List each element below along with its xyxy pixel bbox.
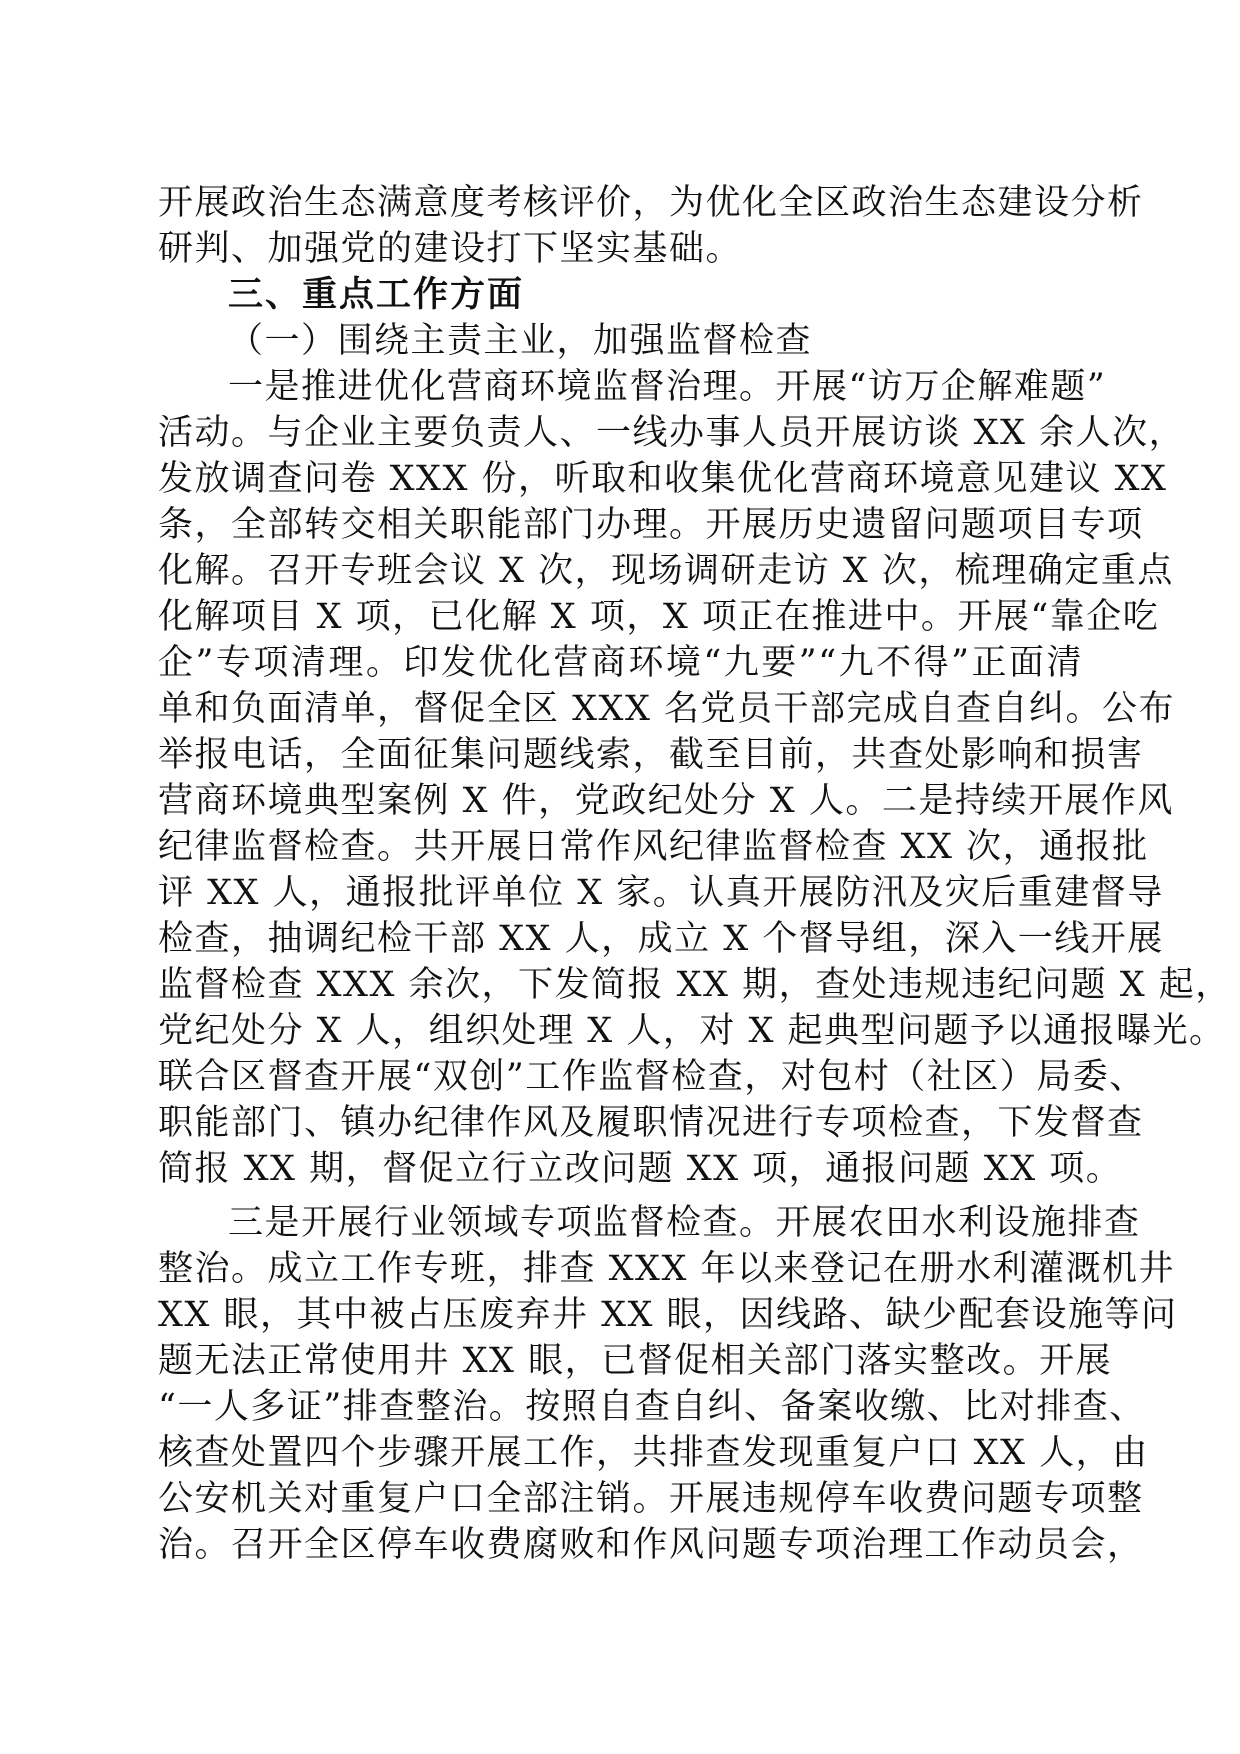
section-heading: 三、重点工作方面: [228, 275, 525, 315]
text-line: 公安机关对重复户口全部注销。开展违规停车收费问题专项整: [158, 1479, 1144, 1519]
text-line: 整治。成立工作专班，排查 XXX 年以来登记在册水利灌溉机井: [158, 1249, 1176, 1289]
text-line: XX 眼，其中被占压废弃井 XX 眼，因线路、缺少配套设施等问: [158, 1295, 1178, 1335]
text-line: 研判、加强党的建设打下坚实基础。: [158, 229, 743, 269]
text-line: 联合区督查开展“双创”工作监督检查，对包村（社区）局委、: [158, 1057, 1146, 1097]
text-line: 化解。召开专班会议 X 次，现场调研走访 X 次，梳理确定重点: [158, 551, 1174, 591]
text-line: 企”专项清理。印发优化营商环境“九要”“九不得”正面清: [158, 643, 1083, 683]
text-line: 活动。与企业主要负责人、一线办事人员开展访谈 XX 余人次，: [158, 413, 1186, 453]
text-line: 治。召开全区停车收费腐败和作风问题专项治理工作动员会，: [158, 1525, 1144, 1565]
text-line: 化解项目 X 项，已化解 X 项，X 项正在推进中。开展“靠企吃: [158, 597, 1160, 637]
text-line: 三是开展行业领域专项监督检查。开展农田水利设施排查: [228, 1203, 1141, 1243]
text-line: 营商环境典型案例 X 件，党政纪处分 X 人。二是持续开展作风: [158, 781, 1174, 821]
subsection-heading: （一）围绕主责主业，加强监督检查: [228, 321, 813, 361]
text-line: 核查处置四个步骤开展工作，共排查发现重复户口 XX 人，由: [158, 1433, 1149, 1473]
text-line: 职能部门、镇办纪律作风及履职情况进行专项检查，下发督查: [158, 1103, 1144, 1143]
text-line: 简报 XX 期，督促立行立改问题 XX 项，通报问题 XX 项。: [158, 1149, 1123, 1189]
text-line: 题无法正常使用井 XX 眼，已督促相关部门落实整改。开展: [158, 1341, 1113, 1381]
paragraph-2: [158, 1200, 1178, 1568]
text-line: 评 XX 人，通报批评单位 X 家。认真开展防汛及灾后重建督导: [158, 873, 1164, 913]
text-line: 纪律监督检查。共开展日常作风纪律监督检查 XX 次，通报批: [158, 827, 1149, 867]
text-line: 一是推进优化营商环境监督治理。开展“访万企解难题”: [228, 367, 1107, 407]
document-body: [158, 180, 1232, 1568]
text-line: 党纪处分 X 人，组织处理 X 人，对 X 起典型问题予以通报曝光。: [158, 1011, 1226, 1051]
text-line: 监督检查 XXX 余次，下发简报 XX 期，查处违规违纪问题 X 起，: [158, 965, 1232, 1005]
text-line: 举报电话，全面征集问题线索，截至目前，共查处影响和损害: [158, 735, 1144, 775]
text-line: 发放调查问卷 XXX 份，听取和收集优化营商环境意见建议 XX: [158, 459, 1168, 499]
paragraph-1: [158, 364, 1232, 1192]
text-line: 检查，抽调纪检干部 XX 人，成立 X 个督导组，深入一线开展: [158, 919, 1164, 959]
text-line: “一人多证”排查整治。按照自查自纠、备案收缴、比对排查、: [158, 1387, 1146, 1427]
paragraph-continuation: [158, 180, 1144, 272]
text-line: 单和负面清单，督促全区 XXX 名党员干部完成自查自纠。公布: [158, 689, 1176, 729]
text-line: 条，全部转交相关职能部门办理。开展历史遗留问题项目专项: [158, 505, 1144, 545]
text-line: 开展政治生态满意度考核评价，为优化全区政治生态建设分析: [158, 183, 1144, 223]
